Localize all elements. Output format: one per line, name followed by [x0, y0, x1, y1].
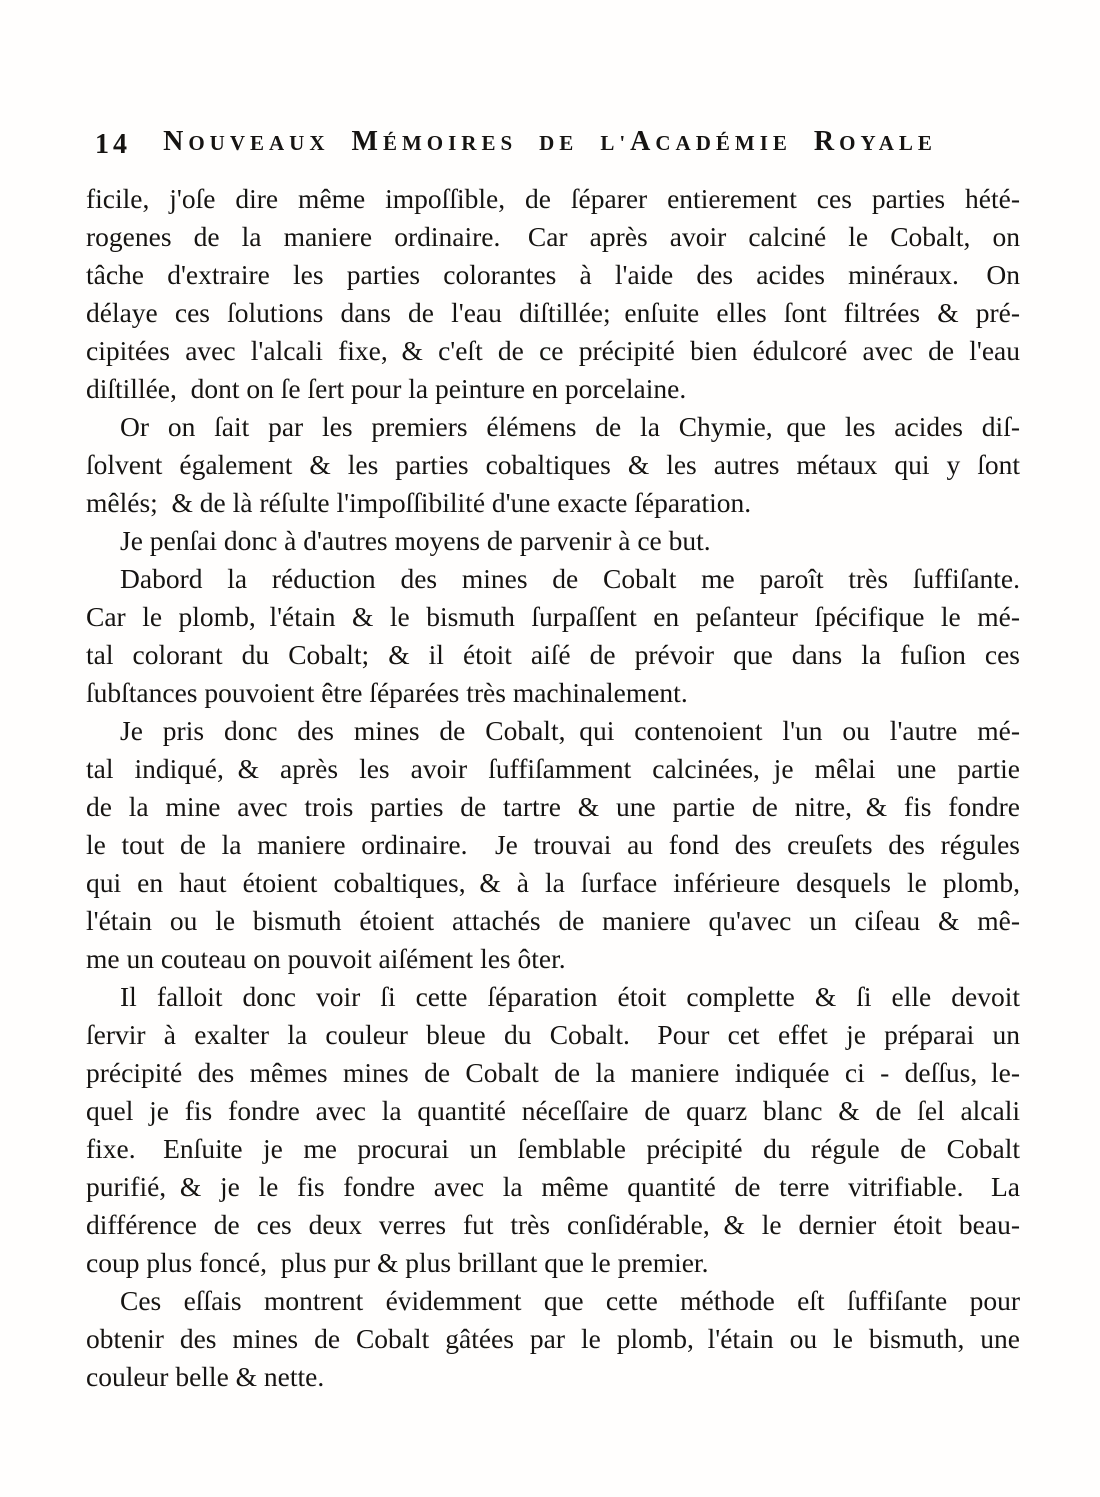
running-header-segment: N — [163, 126, 189, 157]
running-header-segment: OYALE — [839, 131, 937, 155]
text-line: le tout de la maniere ordinaire. Je trouvai au fond des creuſets des régules — [86, 829, 1020, 860]
running-header-segment: ÉMOIRES — [382, 131, 518, 155]
text-line: qui en haut étoient cobaltiques, & à la ſurface inférieure desquels le plomb, — [86, 867, 1020, 898]
text-line: Or on ſait par les premiers élémens de la Chymie, que les acides diſ- — [120, 411, 1020, 442]
text-line: tâche d'extraire les parties colorantes à l'aide des acides minéraux. On — [86, 259, 1020, 290]
text-line: cipitées avec l'alcali fixe, & c'eſt de ce précipité bien édulcoré avec de l'eau — [86, 335, 1020, 366]
text-line: Je pris donc des mines de Cobalt, qui contenoient l'un ou l'autre mé- — [120, 715, 1020, 746]
text-line: diſtillée, dont on ſe ſert pour la peinture en porcelaine. — [86, 373, 687, 404]
text-line: ſubſtances pouvoient être ſéparées très machinalement. — [86, 677, 688, 708]
text-line: différence de ces deux verres fut très conſidérable, & le dernier étoit beau- — [86, 1209, 1020, 1240]
running-header — [0, 126, 1100, 158]
text-line: de la mine avec trois parties de tartre & une partie de nitre, & fis fondre — [86, 791, 1020, 822]
text-line: quel je fis fondre avec la quantité néceſſaire de quarz blanc & de ſel alcali — [86, 1095, 1020, 1126]
text-line: coup plus foncé, plus pur & plus brillant que le premier. — [86, 1247, 709, 1278]
running-header-word — [814, 126, 937, 158]
text-line: Dabord la réduction des mines de Cobalt me paroît très ſuffiſante. — [120, 563, 1020, 594]
running-header-segment: M — [351, 126, 383, 157]
body-text — [86, 180, 1020, 1396]
text-line: obtenir des mines de Cobalt gâtées par le plomb, l'étain ou le bismuth, une — [86, 1323, 1020, 1354]
text-line: Ces eſſais montrent évidemment que cette méthode eſt ſuffiſante pour — [120, 1285, 1020, 1316]
running-header-word — [352, 126, 518, 158]
text-line: purifié, & je le fis fondre avec la même quantité de terre vitrifiable. La — [86, 1171, 1020, 1202]
text-line: ſolvent également & les parties cobaltiques & les autres métaux qui y ſont — [86, 449, 1020, 480]
text-line: tal indiqué, & après les avoir ſuffiſamment calcinées, je mêlai une partie — [86, 753, 1020, 784]
text-line: Car le plomb, l'étain & le bismuth ſurpaſſent en peſanteur ſpécifique le mé- — [86, 601, 1020, 632]
text-line: fixe. Enſuite je me procurai un ſemblable précipité du régule de Cobalt — [86, 1133, 1020, 1164]
running-header-segment: A — [630, 126, 656, 157]
text-line: précipité des mêmes mines de Cobalt de la maniere indiquée ci - deſſus, le- — [86, 1057, 1020, 1088]
text-line: ficile, j'oſe dire même impoſſible, de ſéparer entierement ces parties hété- — [86, 183, 1020, 214]
text-line: délaye ces ſolutions dans de l'eau diſtillée; enſuite elles ſont filtrées & pré- — [86, 297, 1020, 328]
page-number: 14 — [95, 129, 131, 160]
text-line: me un couteau on pouvoit aiſément les ôter. — [86, 943, 566, 974]
running-header-segment: OUVEAUX — [188, 131, 330, 155]
text-line: Il falloit donc voir ſi cette ſéparation étoit complette & ſi elle devoit — [120, 981, 1020, 1012]
text-line: ſervir à exalter la couleur bleue du Cobalt. Pour cet effet je préparai un — [86, 1019, 1020, 1050]
text-line: l'étain ou le bismuth étoient attachés de maniere qu'avec un ciſeau & mê- — [86, 905, 1020, 936]
running-header-segment: R — [813, 126, 840, 157]
text-line: rogenes de la maniere ordinaire. Car après avoir calciné le Cobalt, on — [86, 221, 1020, 252]
text-line: couleur belle & nette. — [86, 1361, 325, 1392]
text-line: Je penſai donc à d'autres moyens de parvenir à ce but. — [120, 525, 711, 556]
text-line: mêlés; & de là réſulte l'impoſſibilité d'une exacte ſéparation. — [86, 487, 752, 518]
text-line: tal colorant du Cobalt; & il étoit aiſé de prévoir que dans la fuſion ces — [86, 639, 1020, 670]
running-header-word — [539, 131, 578, 156]
running-header-segment: CADÉMIE — [655, 131, 792, 155]
running-header-word — [163, 126, 329, 158]
running-header-segment: DE — [539, 131, 579, 155]
running-header-word — [600, 126, 792, 158]
running-header-segment: L' — [600, 131, 631, 155]
